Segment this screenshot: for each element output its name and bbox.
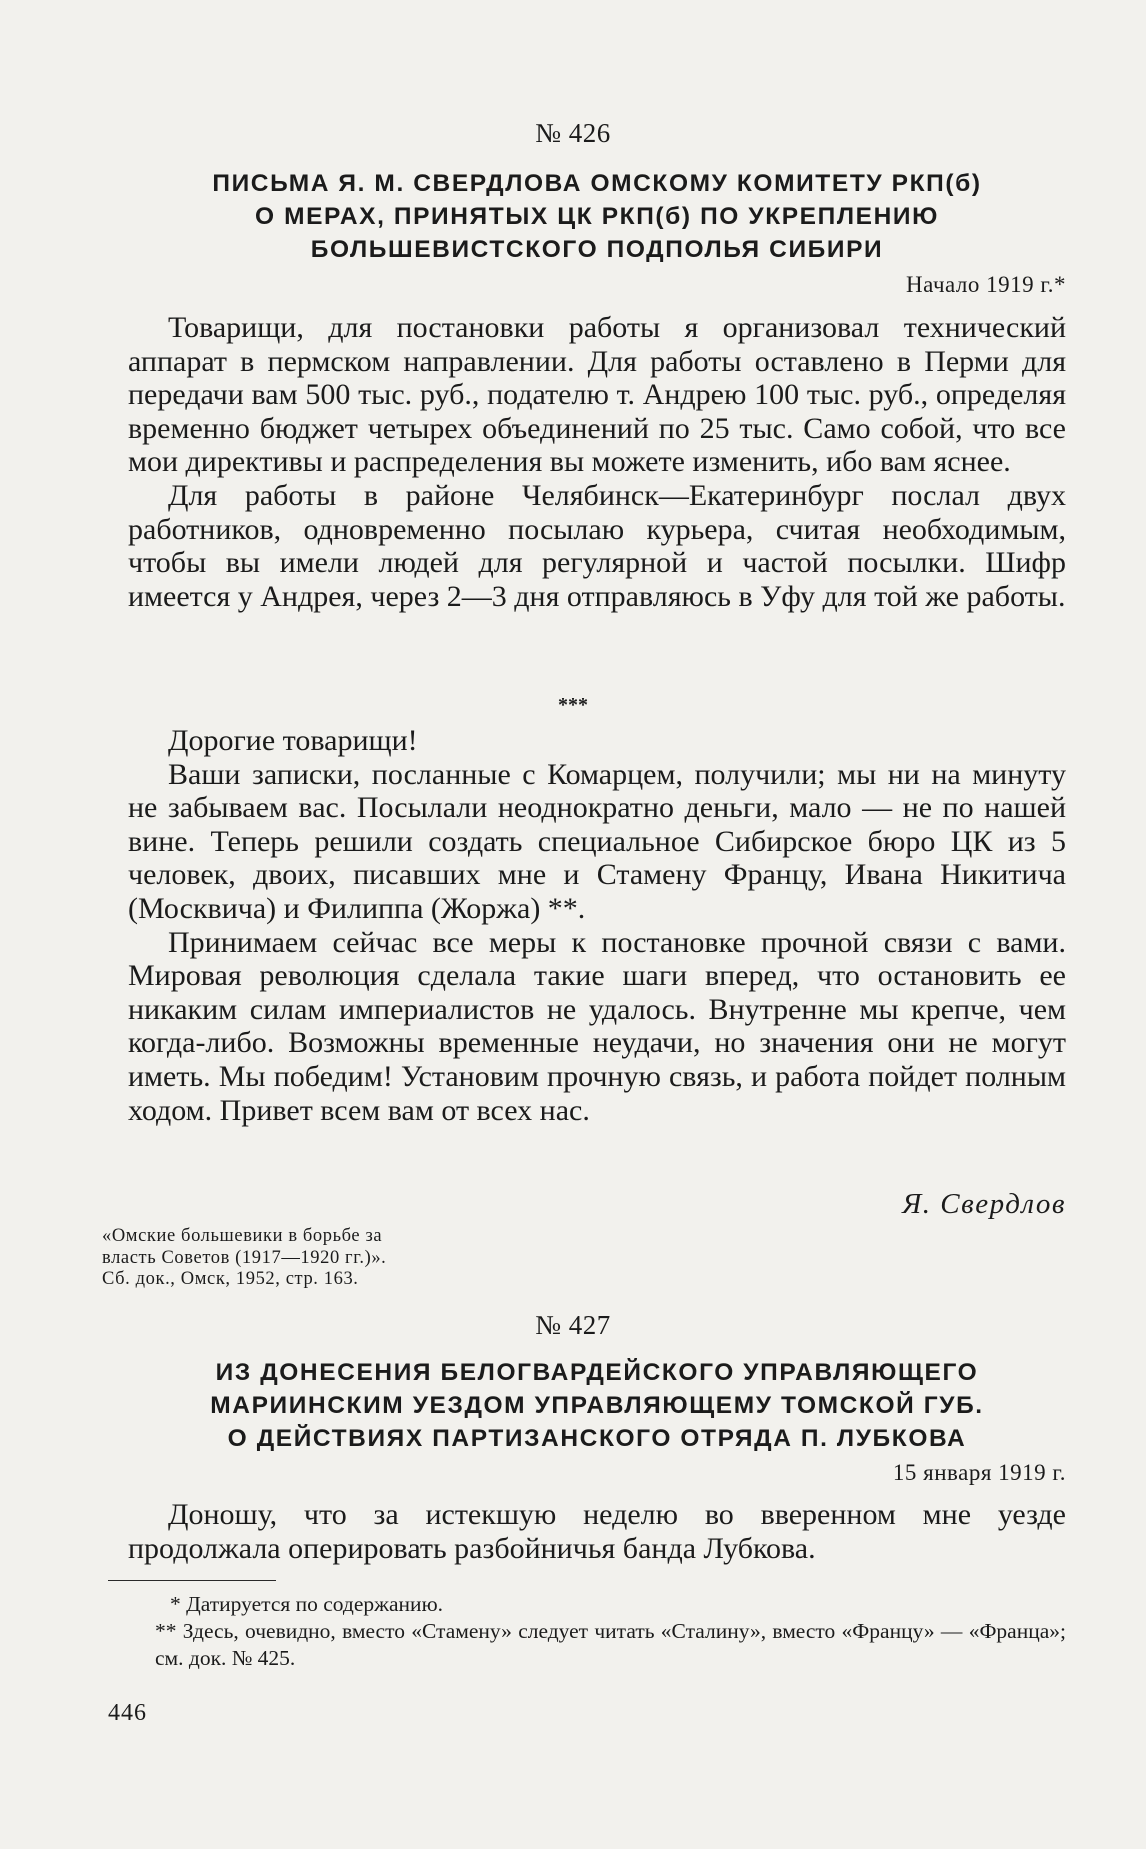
source-line: власть Советов (1917—1920 гг.)».: [102, 1247, 387, 1268]
page-number: 446: [108, 1700, 147, 1726]
doc-426-body: [128, 311, 1066, 613]
doc-426-number: № 426: [535, 118, 611, 148]
section-separator: ***: [558, 694, 588, 716]
doc-426-source: [102, 1226, 502, 1291]
paragraph: Принимаем сейчас все меры к постановке прочной связи с вами. Мировая революция сделала такие шаги вперед, что остановить ее никаким силам империалистов не удалось. Внутренне мы крепче, чем когда-либо. Возможны временные неудачи, но значения они не могут иметь. Мы победим! Установим прочную связь, и работа пойдет полным ходом. Привет всем вам от всех нас.: [128, 925, 1066, 1127]
doc-426-title-line: БОЛЬШЕВИСТСКОГО ПОДПОЛЬЯ СИБИРИ: [310, 236, 884, 263]
doc-426-title: [128, 167, 1066, 266]
doc-426-date: Начало 1919 г.*: [906, 272, 1066, 297]
doc-427-date: 15 января 1919 г.: [892, 1460, 1066, 1485]
paragraph: Товарищи, для постановки работы я организовал технический аппарат в пермском направлении. Для работы оставлено в Перми для передачи вам 500 тыс. руб., подателю т. Андрею 100 тыс. руб., определяя временно бюджет четырех объединений по 25 тыс. Само собой, что все мои директивы и распределения вы можете изменить, ибо вам яснее.: [128, 311, 1066, 479]
source-line: «Омские большевики в борьбе за: [102, 1226, 383, 1246]
source-line: Сб. док., Омск, 1952, стр. 163.: [102, 1269, 359, 1289]
salutation: Дорогие товарищи!: [168, 724, 418, 757]
footnote: * Датируется по содержанию.: [170, 1592, 444, 1616]
paragraph: Ваши записки, посланные с Комарцем, получили; мы ни на минуту не забываем вас. Посылали неоднократно деньги, мало — не по нашей вине. Теперь решили создать специальное Сибирское бюро ЦК из 5 человек, двоих, писавших мне и Стамену Францу, Ивана Никитича (Москвича) и Филиппа (Жоржа) **.: [128, 757, 1066, 925]
paragraph: Для работы в районе Челябинск—Екатеринбург послал двух работников, одновременно посылаю курьера, считая необходимым, чтобы вы имели людей для регулярной и частой посылки. Шифр имеется у Андрея, через 2—3 дня отправляюсь в Уфу для той же работы.: [128, 478, 1066, 613]
doc-427-title-line: ИЗ ДОНЕСЕНИЯ БЕЛОГВАРДЕЙСКОГО УПРАВЛЯЮЩЕГО: [215, 1359, 979, 1386]
doc-427-number: № 427: [535, 1310, 611, 1340]
paragraph: Доношу, что за истекшую неделю во вверенном мне уезде продолжала оперировать разбойничья банда Лубкова.: [128, 1498, 1066, 1565]
footnotes: [108, 1591, 1066, 1672]
doc-426-body-2: [128, 724, 1066, 1127]
doc-427-title-line: МАРИИНСКИМ УЕЗДОМ УПРАВЛЯЮЩЕМУ ТОМСКОЙ ГУБ.: [210, 1392, 984, 1419]
footnote: ** Здесь, очевидно, вместо «Стамену» следует читать «Сталину», вместо «Францу» — «Франца»; см. док. № 425.: [155, 1619, 1066, 1670]
doc-427-title: [128, 1356, 1066, 1455]
doc-426-title-line: ПИСЬМА Я. М. СВЕРДЛОВА ОМСКОМУ КОМИТЕТУ РКП(б): [212, 170, 982, 197]
signature: Я. Свердлов: [902, 1188, 1066, 1220]
doc-426-title-line: О МЕРАХ, ПРИНЯТЫХ ЦК РКП(б) ПО УКРЕПЛЕНИЮ: [255, 203, 939, 230]
doc-427-title-line: О ДЕЙСТВИЯХ ПАРТИЗАНСКОГО ОТРЯДА П. ЛУБКОВА: [227, 1425, 967, 1452]
doc-427-body: [128, 1498, 1066, 1565]
footnote-rule: [108, 1580, 276, 1581]
